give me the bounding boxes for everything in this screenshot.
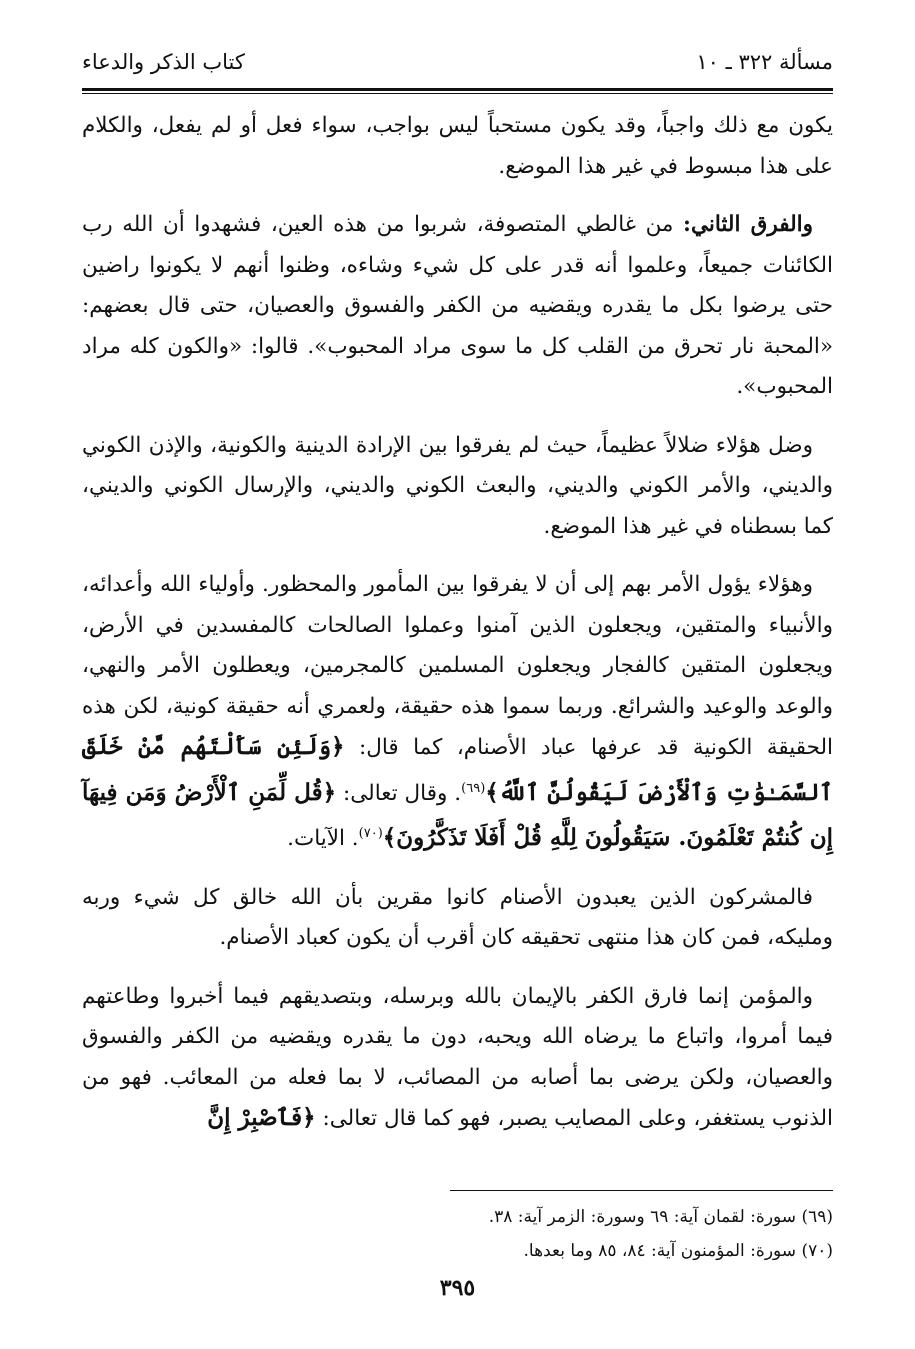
footnote-70: (٧٠) سورة: المؤمنون آية: ٨٤، ٨٥ وما بعدها.	[523, 1241, 833, 1261]
quran-verse-3: ﴿فَٱصْبِرْ إِنَّ	[207, 1104, 316, 1132]
header-rule-thin	[82, 93, 833, 94]
paragraph-4-part-a: وهؤلاء يؤول الأمر بهم إلى أن لا يفرقوا بين المأمور والمحظور. وأولياء الله وأعدائه، والأنبياء والمتقين، ويجعلون الذين آمنوا وعملوا الصالحات كالمفسدين في الأرض، ويجعلون المتقين كالفجار ويجعلون المسلمين كالمجرمين، ويعطلون الأمر والنهي، والوعد والوعيد والشرائع. وربما سموا هذه حقيقة، ولعمري أنه حقيقة كونية، لكن هذه الحقيقة الكونية قد عرفها عباد الأصنام، كما قال:	[82, 572, 833, 760]
quran-verse-2: ﴿قُل لِّمَنِ ٱلْأَرْضُ وَمَن فِيهَآ إِن كُنتُمْ تَعْلَمُونَ. سَيَقُولُونَ لِلَّهِ قُلْ أَفَلَا تَذَكَّرُونَ﴾	[82, 778, 833, 852]
paragraph-4-part-b: . وقال تعالى:	[336, 780, 462, 806]
header-chapter-ref: مسألة ٣٢٢ ـ ١٠	[696, 50, 833, 74]
header-book-title: كتاب الذكر والدعاء	[82, 50, 245, 74]
header-rule-thick	[82, 88, 833, 91]
paragraph-1: يكون مع ذلك واجباً، وقد يكون مستحباً ليس بواجب، سواء فعل أو لم يفعل، والكلام على هذا مبسوط في غير هذا الموضع.	[82, 113, 833, 179]
footnote-ref-69: (٦٩)	[461, 780, 486, 796]
paragraph-2-body: من غالطي المتصوفة، شربوا من هذه العين، فشهدوا أن الله رب الكائنات جميعاً، وعلموا أنه قدر على كل شيء وشاءه، وظنوا أنهم لا يكونوا راضين حتى يرضوا بكل ما يقدره ويقضيه من الكفر والفسوق والعصيان، حتى قال بعضهم: «المحبة نار تحرق من القلب كل ما سوى مراد المحبوب». قالوا: «والكون كله مراد المحبوب».	[82, 212, 833, 399]
running-header	[82, 42, 833, 82]
paragraph-6	[82, 977, 833, 1140]
footnotes	[82, 1200, 833, 1268]
paragraph-4-part-c: . الآيات.	[287, 826, 359, 852]
paragraph-2	[82, 205, 833, 408]
footnote-separator	[450, 1190, 833, 1191]
page-number: ٣٩٥	[439, 1275, 476, 1301]
paragraph-2-lead: والفرق الثاني:	[683, 212, 813, 237]
main-text	[82, 106, 833, 1158]
paragraph-5: فالمشركون الذين يعبدون الأصنام كانوا مقرين بأن الله خالق كل شيء وربه ومليكه، فمن كان هذا منتهى تحقيقه كان أقرب أن يكون كعباد الأصنام.	[82, 884, 833, 951]
footnote-69: (٦٩) سورة: لقمان آية: ٦٩ وسورة: الزمر آية: ٣٨.	[488, 1207, 833, 1227]
paragraph-6-body: والمؤمن إنما فارق الكفر بالإيمان بالله وبرسله، وبتصديقهم فيما أخبروا وطاعتهم فيما أمروا، واتباع ما يرضاه الله ويحبه، دون ما يقدره ويقضيه من الكفر والفسوق والعصيان، ولكن يرضى بما أصابه من المصائب، لا بما فعله من المعائب. فهو من الذنوب يستغفر، وعلى المصايب يصبر، فهو كما قال تعالى:	[82, 983, 833, 1132]
paragraph-4	[82, 565, 833, 860]
quran-verse-1: ﴿وَلَئِن سَأَلْتَهُم مَّنْ خَلَقَ ٱلسَّمَـٰوَٰتِ وَٱلْأَرْضَ لَيَقُولُنَّ ٱللَّهُ﴾	[82, 733, 833, 806]
paragraph-3: وضل هؤلاء ضلالاً عظيماً، حيث لم يفرقوا بين الإرادة الدينية والكونية، والإذن الكوني والديني، والأمر الكوني والديني، والبعث الكوني والديني، والإرسال الكوني والديني، كما بسطناه في غير هذا الموضع.	[82, 432, 833, 539]
footnote-ref-70: (٧٠)	[358, 826, 383, 842]
